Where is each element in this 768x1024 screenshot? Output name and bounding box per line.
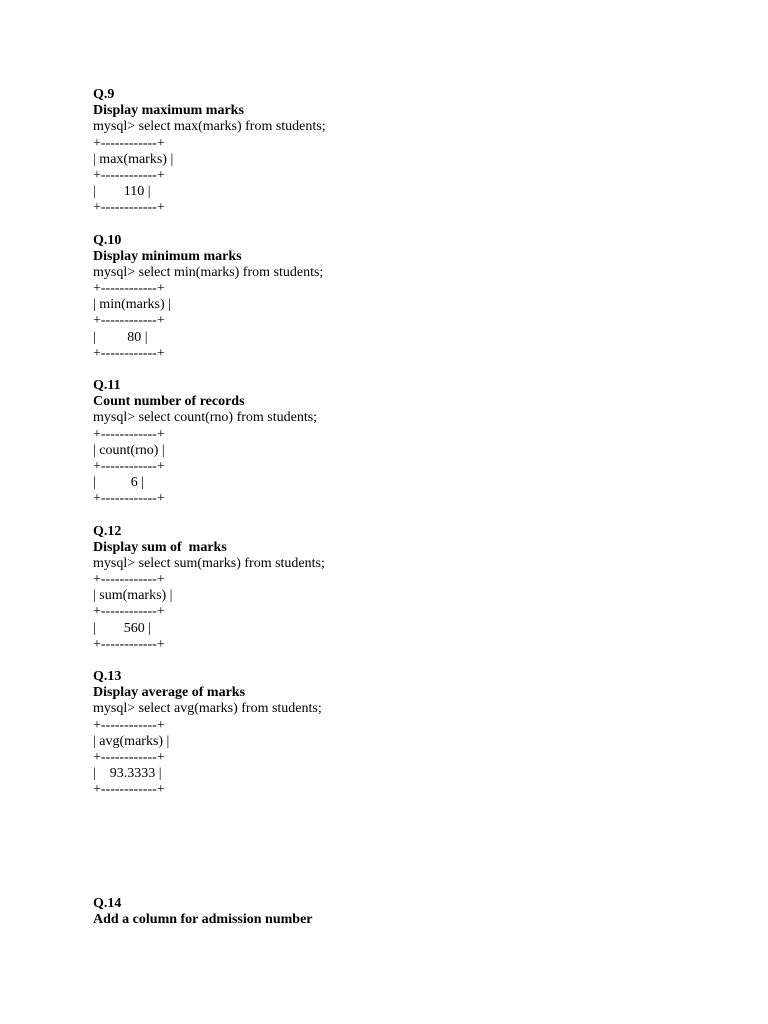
question-number: Q.12: [93, 523, 122, 539]
result-table-border-top: +------------+: [93, 717, 165, 733]
result-table-border-bottom: +------------+: [93, 782, 165, 798]
question-section: [93, 233, 733, 363]
result-table-border-bottom: +------------+: [93, 636, 165, 652]
sql-query: mysql> select max(marks) from students;: [93, 119, 326, 135]
result-table-border-bottom: +------------+: [93, 200, 165, 216]
question-section: [93, 896, 733, 928]
result-table-header: | max(marks) |: [93, 151, 174, 167]
result-table-header: | sum(marks) |: [93, 588, 173, 604]
result-table-value: | 80 |: [93, 329, 148, 345]
question-title: Display maximum marks: [93, 103, 244, 119]
question-number: Q.14: [93, 895, 122, 911]
sql-query: mysql> select avg(marks) from students;: [93, 701, 322, 717]
result-table-border-top: +------------+: [93, 572, 165, 588]
result-table-value: | 560 |: [93, 620, 152, 636]
result-table-header: | min(marks) |: [93, 297, 171, 313]
result-table-border-top: +------------+: [93, 281, 165, 297]
question-number: Q.11: [93, 378, 121, 393]
sql-query: mysql> select count(rno) from students;: [93, 410, 318, 426]
result-table-header: | avg(marks) |: [93, 733, 170, 749]
question-number: Q.10: [93, 232, 122, 248]
result-table-header: | count(rno) |: [93, 442, 165, 458]
question-title: Add a column for admission number: [93, 911, 313, 927]
question-title: Display average of marks: [93, 685, 246, 701]
question-title: Display minimum marks: [93, 248, 242, 264]
sql-query: mysql> select sum(marks) from students;: [93, 555, 325, 571]
result-table-border-top: +------------+: [93, 135, 165, 151]
result-table-border-mid: +------------+: [93, 604, 165, 620]
result-table-border-bottom: +------------+: [93, 491, 165, 507]
question-section: [93, 378, 733, 508]
result-table-border-mid: +------------+: [93, 167, 165, 183]
result-table-value: | 93.3333 |: [93, 766, 162, 782]
result-table-border-bottom: +------------+: [93, 345, 165, 361]
question-section: [93, 524, 733, 654]
sql-query: mysql> select min(marks) from students;: [93, 264, 324, 280]
question-number: Q.13: [93, 669, 122, 684]
result-table-value: | 6 |: [93, 475, 145, 491]
result-table-value: | 110 |: [93, 184, 151, 200]
question-section: [93, 87, 733, 217]
result-table-border-mid: +------------+: [93, 458, 165, 474]
result-table-border-top: +------------+: [93, 426, 165, 442]
result-table-border-mid: +------------+: [93, 313, 165, 329]
question-number: Q.9: [93, 87, 115, 102]
document-page: [93, 87, 733, 928]
question-title: Display sum of marks: [93, 539, 227, 555]
question-title: Count number of records: [93, 394, 245, 410]
question-section: [93, 669, 733, 799]
result-table-border-mid: +------------+: [93, 749, 165, 765]
